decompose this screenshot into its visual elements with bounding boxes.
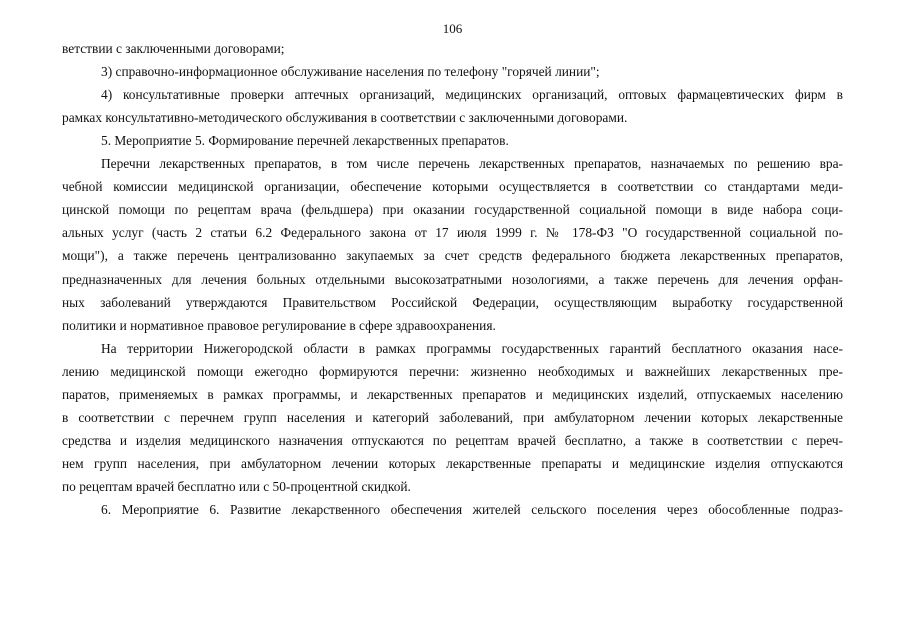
text-line: ветствии с заключенными договорами; (62, 41, 285, 56)
text-line: политики и нормативное правовое регулирование в сфере здравоохранения. (62, 317, 496, 333)
text-line: 6. Мероприятие 6. Развитие лекарственного обеспечения жителей сельского поселения через обособленные подраз- (101, 502, 843, 517)
page-number: 106 (442, 21, 463, 36)
text-line: лению медицинской помощи ежегодно формируются перечни: жизненно необходимых и важнейших лекарственных пре- (62, 363, 843, 379)
text-line: ных заболеваний утверждаются Правительством Российской Федерации, осуществляющим выработку государственной (62, 294, 843, 310)
text-line: предназначенных для лечения больных отдельными высокозатратными нозологиями, а также перечень для лечения орфан- (62, 271, 843, 287)
text-line: 4) консультативные проверки аптечных организаций, медицинских организаций, оптовых фармацевтических фирм в (101, 87, 843, 103)
text-line: средства и изделия медицинского назначения отпускаются по рецептам врачей бесплатно, а также в соответствии с переч- (62, 432, 843, 448)
text-line: в соответствии с перечнем групп населения и категорий заболеваний, при амбулаторном лечении которых лекарственные (62, 409, 843, 425)
text-line: рамках консультативно-методического обслуживания в соответствии с заключенными договорами. (62, 110, 628, 126)
text-line: альных услуг (часть 2 статьи 6.2 Федерального закона от 17 июля 1999 г. № 178-ФЗ "О государственной социальной по- (62, 225, 843, 241)
text-line: мощи"), а также перечень централизованно закупаемых за счет средств федерального бюджета лекарственных препаратов, (62, 248, 843, 264)
text-line: 3) справочно-информационное обслуживание населения по телефону "горячей линии"; (101, 64, 600, 80)
text-line: по рецептам врачей бесплатно или с 50-процентной скидкой. (62, 478, 411, 494)
text-line: цинской помощи по рецептам врача (фельдшера) при оказании государственной социальной помощи в виде набора соци- (62, 202, 843, 218)
text-line: чебной комиссии медицинской организации, обеспечение которыми осуществляется в соответствии со стандартами меди- (62, 179, 843, 195)
text-line: 5. Мероприятие 5. Формирование перечней лекарственных препаратов. (101, 133, 509, 149)
text-line: Перечни лекарственных препаратов, в том числе перечень лекарственных препаратов, назначаемых по решению вра- (101, 156, 843, 172)
text-line: нем групп населения, при амбулаторном лечении которых лекарственные препараты и медицинские изделия отпускаются (62, 455, 843, 471)
text-line: На территории Нижегородской области в рамках программы государственных гарантий бесплатного оказания насе- (101, 340, 843, 356)
text-line: паратов, применяемых в рамках программы, и лекарственных препаратов и медицинских изделий, отпускаемых населению (62, 386, 843, 402)
